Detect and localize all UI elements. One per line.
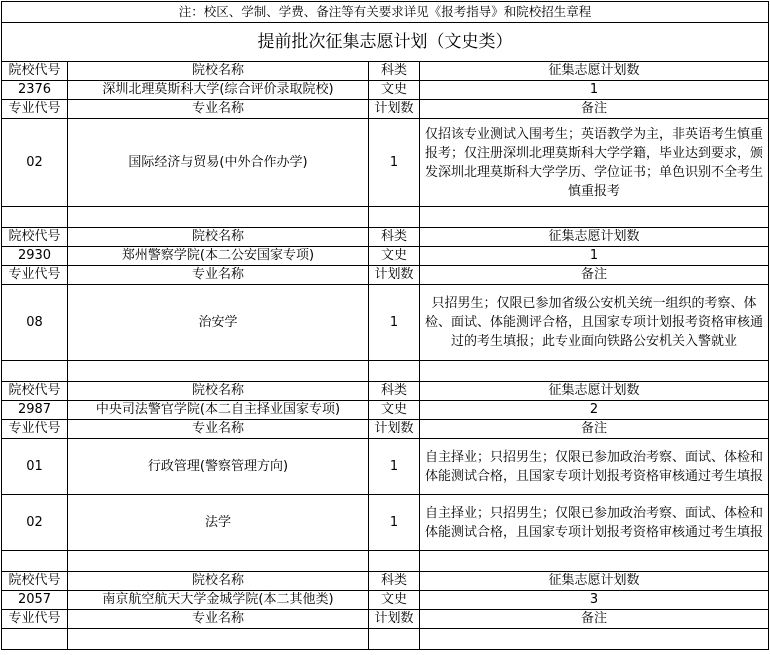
school-header-row — [2, 382, 769, 401]
major-header-row — [2, 100, 769, 119]
spacer-row — [2, 551, 769, 572]
major-code: 01 — [2, 439, 68, 495]
header-category: 科类 — [369, 382, 420, 401]
major-row — [2, 439, 769, 495]
header-school-name: 院校名称 — [68, 572, 369, 591]
spacer-row — [2, 361, 769, 382]
major-code: 02 — [2, 495, 68, 551]
admission-plan-table — [1, 1, 769, 650]
school-plan: 1 — [420, 81, 769, 100]
header-plan-count: 征集志愿计划数 — [420, 382, 769, 401]
header-quota: 计划数 — [369, 100, 420, 119]
major-remarks: 仅招该专业测试入围考生；英语教学为主，非英语考生慎重报考；仅注册深圳北理莫斯科大学学籍，毕业达到要求，颁发深圳北理莫斯科大学学历、学位证书；单色识别不全考生慎重报考 — [420, 119, 769, 207]
school-plan: 3 — [420, 591, 769, 610]
major-header-row — [2, 610, 769, 629]
major-code: 02 — [2, 119, 68, 207]
school-code: 2376 — [2, 81, 68, 100]
header-major-code: 专业代号 — [2, 266, 68, 285]
school-row — [2, 401, 769, 420]
major-name: 法学 — [68, 495, 369, 551]
header-major-name: 专业名称 — [68, 420, 369, 439]
header-major-name: 专业名称 — [68, 100, 369, 119]
table-note: 注：校区、学制、学费、备注等有关要求详见《报考指导》和院校招生章程 — [2, 2, 769, 23]
major-remarks: 自主择业；只招男生；仅限已参加政治考察、面试、体检和体能测试合格，且国家专项计划报考资格审核通过考生填报 — [420, 495, 769, 551]
school-category: 文史 — [369, 247, 420, 266]
header-major-name: 专业名称 — [68, 610, 369, 629]
major-row — [2, 629, 769, 650]
header-category: 科类 — [369, 228, 420, 247]
school-code: 2987 — [2, 401, 68, 420]
header-school-name: 院校名称 — [68, 228, 369, 247]
school-plan: 1 — [420, 247, 769, 266]
spacer-row — [2, 207, 769, 228]
header-major-code: 专业代号 — [2, 420, 68, 439]
header-major-code: 专业代号 — [2, 610, 68, 629]
header-school-code: 院校代号 — [2, 572, 68, 591]
school-header-row — [2, 572, 769, 591]
header-quota: 计划数 — [369, 266, 420, 285]
header-school-code: 院校代号 — [2, 228, 68, 247]
header-school-code: 院校代号 — [2, 382, 68, 401]
header-major-code: 专业代号 — [2, 100, 68, 119]
header-remarks: 备注 — [420, 610, 769, 629]
major-header-row — [2, 420, 769, 439]
header-plan-count: 征集志愿计划数 — [420, 228, 769, 247]
major-name: 行政管理(警察管理方向) — [68, 439, 369, 495]
major-row — [2, 285, 769, 361]
school-name: 深圳北理莫斯科大学(综合评价录取院校) — [68, 81, 369, 100]
school-name: 南京航空航天大学金城学院(本二其他类) — [68, 591, 369, 610]
school-row — [2, 247, 769, 266]
header-school-name: 院校名称 — [68, 382, 369, 401]
major-header-row — [2, 266, 769, 285]
major-remarks: 只招男生；仅限已参加省级公安机关统一组织的考察、体检、面试、体能测评合格，且国家专项计划报考资格审核通过的考生填报；此专业面向铁路公安机关入警就业 — [420, 285, 769, 361]
major-quota: 1 — [369, 285, 420, 361]
school-header-row — [2, 228, 769, 247]
school-name: 中央司法警官学院(本二自主择业国家专项) — [68, 401, 369, 420]
header-category: 科类 — [369, 62, 420, 81]
major-name: 国际经济与贸易(中外合作办学) — [68, 119, 369, 207]
school-name: 郑州警察学院(本二公安国家专项) — [68, 247, 369, 266]
major-row — [2, 119, 769, 207]
major-quota: 1 — [369, 495, 420, 551]
school-header-row — [2, 62, 769, 81]
major-row — [2, 495, 769, 551]
school-row — [2, 81, 769, 100]
header-remarks: 备注 — [420, 100, 769, 119]
header-quota: 计划数 — [369, 420, 420, 439]
header-remarks: 备注 — [420, 420, 769, 439]
header-plan-count: 征集志愿计划数 — [420, 572, 769, 591]
school-code: 2930 — [2, 247, 68, 266]
header-quota: 计划数 — [369, 610, 420, 629]
major-quota: 1 — [369, 119, 420, 207]
header-remarks: 备注 — [420, 266, 769, 285]
school-category: 文史 — [369, 591, 420, 610]
school-category: 文史 — [369, 81, 420, 100]
header-major-name: 专业名称 — [68, 266, 369, 285]
major-name: 治安学 — [68, 285, 369, 361]
header-plan-count: 征集志愿计划数 — [420, 62, 769, 81]
school-row — [2, 591, 769, 610]
major-remarks: 自主择业；只招男生；仅限已参加政治考察、面试、体检和体能测试合格，且国家专项计划报考资格审核通过考生填报 — [420, 439, 769, 495]
header-school-code: 院校代号 — [2, 62, 68, 81]
header-category: 科类 — [369, 572, 420, 591]
school-code: 2057 — [2, 591, 68, 610]
school-category: 文史 — [369, 401, 420, 420]
major-code: 08 — [2, 285, 68, 361]
school-plan: 2 — [420, 401, 769, 420]
major-quota: 1 — [369, 439, 420, 495]
table-title: 提前批次征集志愿计划（文史类） — [2, 23, 769, 62]
header-school-name: 院校名称 — [68, 62, 369, 81]
